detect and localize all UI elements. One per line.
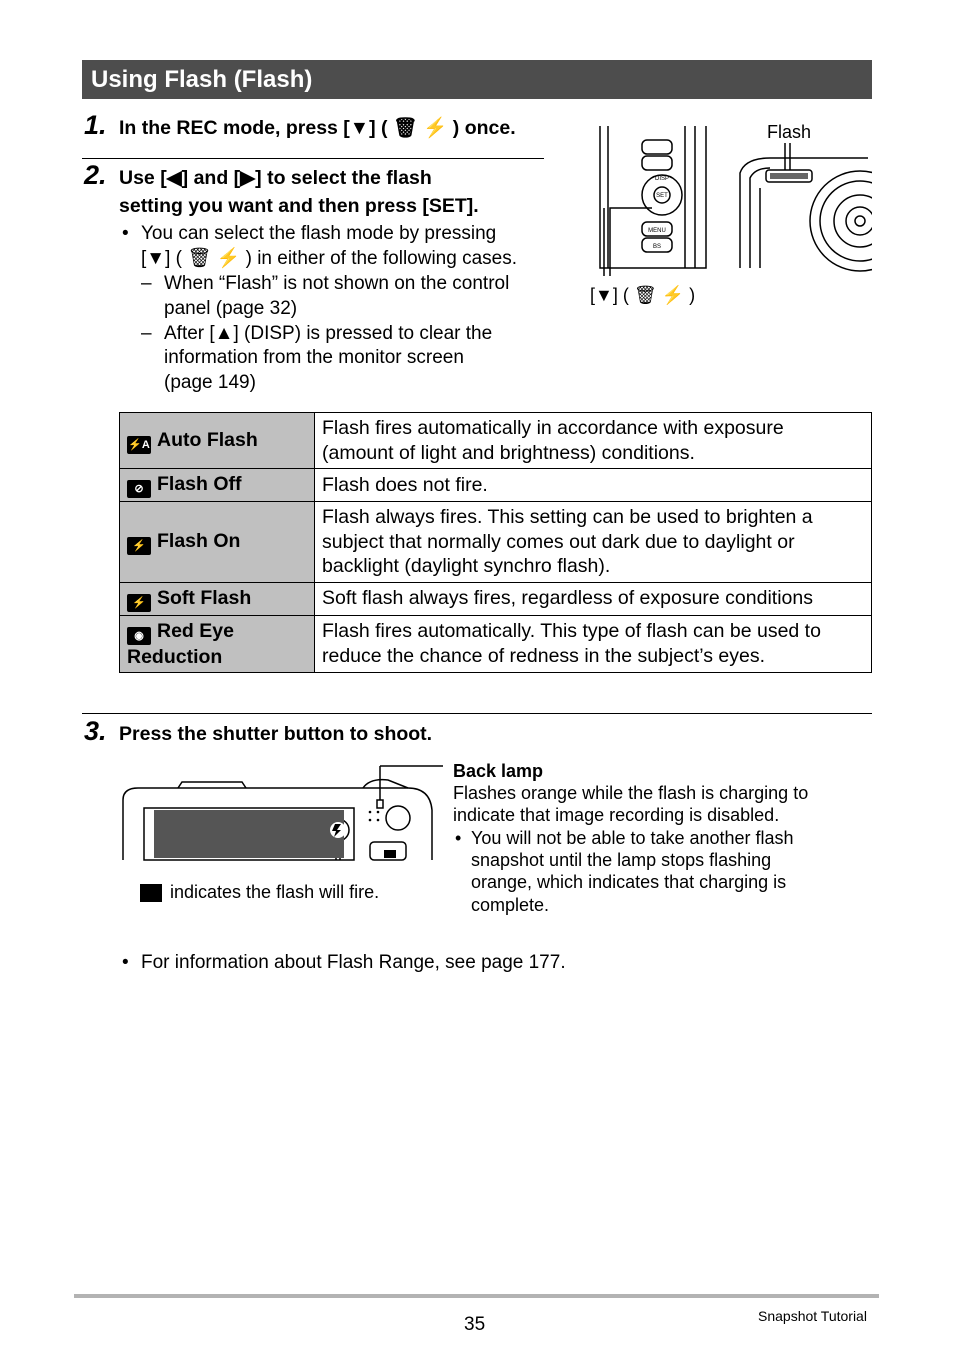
bullet-dot: • <box>122 952 129 973</box>
camera-back-illustration <box>118 760 448 865</box>
case-1-l2: panel (page 32) <box>164 298 298 319</box>
section-title: Using Flash (Flash) <box>82 60 872 99</box>
table-row <box>120 582 872 615</box>
step-divider <box>82 713 872 714</box>
back-lamp-l1: Flashes orange while the flash is charging to <box>453 783 809 803</box>
step-2-number: 2. <box>84 160 107 190</box>
indicator-text: indicates the flash will fire. <box>170 882 380 902</box>
case-2-l2: information from the monitor screen <box>164 347 464 368</box>
step-3-number: 3. <box>84 716 107 746</box>
mode-desc-l2: reduce the chance of redness in the subject’s eyes. <box>322 644 765 667</box>
set-key-label: SET <box>656 193 668 199</box>
mode-name: Flash Off <box>157 473 242 495</box>
step-2-bullet-l2: [▼] ( 🗑 ⚡ ) in either of the following cases. <box>141 248 518 269</box>
step-2-line1: Use [◀] and [▶] to select the flash <box>119 167 432 189</box>
case-1-l1: When “Flash” is not shown on the control <box>164 273 510 294</box>
down-button-label: [▼] ( 🗑 ⚡ ) <box>590 285 696 305</box>
red-eye-icon: ◉ <box>127 627 151 645</box>
mode-desc-l1: Flash fires automatically. This type of flash can be used to <box>322 620 821 643</box>
step-2-line2: setting you want and then press [SET]. <box>119 195 479 217</box>
bullet-dot: • <box>122 223 129 244</box>
mode-name: Soft Flash <box>157 586 252 609</box>
flash-range-note: For information about Flash Range, see page 177. <box>141 952 566 973</box>
table-row <box>120 413 872 469</box>
flash-mode-table <box>119 412 872 673</box>
step-1-number: 1. <box>84 110 107 140</box>
mode-name: Red Eye <box>157 619 234 642</box>
back-lamp-bullet-l3: orange, which indicates that charging is <box>471 872 787 892</box>
step-divider <box>82 158 544 159</box>
flash-on-indicator-icon <box>140 884 162 902</box>
bullet-dot: • <box>455 828 462 848</box>
back-lamp-l2: indicate that image recording is disabled. <box>453 805 780 825</box>
soft-flash-icon: ⚡ <box>127 594 151 612</box>
mode-desc-l2: (amount of light and brightness) conditions. <box>322 441 695 464</box>
table-row <box>120 469 872 502</box>
step-2-bullet-l1: You can select the flash mode by pressing <box>141 223 497 244</box>
page-number: 35 <box>464 1314 486 1335</box>
mode-desc-l1: Flash always fires. This setting can be used to brighten a <box>322 506 813 528</box>
back-lamp-bullet-l2: snapshot until the lamp stops flashing <box>471 850 772 870</box>
flash-on-icon: ⚡ <box>127 537 151 555</box>
step-3-text: Press the shutter button to shoot. <box>119 723 433 745</box>
case-2-l3: (page 149) <box>164 372 256 393</box>
mode-name: Flash On <box>157 529 241 552</box>
bs-key-label: BS <box>652 244 662 250</box>
back-lamp-bullet-l1: You will not be able to take another flash <box>471 828 794 848</box>
footer-rule <box>74 1294 879 1298</box>
step-1-text: In the REC mode, press [▼] ( 🗑 ⚡ ) once. <box>119 117 516 139</box>
table-row <box>120 615 872 673</box>
menu-key-label: MENU <box>648 228 666 234</box>
case-2-l1: After [▲] (DISP) is pressed to clear the <box>164 323 493 344</box>
back-lamp-bullet-l4: complete. <box>471 895 550 915</box>
mode-name-l2: Reduction <box>127 645 223 668</box>
mode-desc-l1: Flash does not fire. <box>322 473 488 496</box>
table-row <box>120 502 872 583</box>
flash-label: Flash <box>767 122 812 142</box>
mode-desc-l1: Soft flash always fires, regardless of exposure conditions <box>322 587 813 610</box>
mode-desc-l1: Flash fires automatically in accordance with exposure <box>322 417 784 439</box>
dash: – <box>141 273 152 294</box>
flash-off-icon: ⊘ <box>127 480 151 498</box>
footer-section-name: Snapshot Tutorial <box>758 1308 867 1324</box>
mode-desc-l2: subject that normally comes out dark due to daylight or <box>322 530 795 553</box>
auto-flash-icon: ⚡A <box>127 436 151 454</box>
dash: – <box>141 323 152 344</box>
disp-key-label: DISP <box>654 176 670 182</box>
back-lamp-title: Back lamp <box>453 761 544 781</box>
mode-desc-l3: backlight (daylight synchro flash). <box>322 555 611 577</box>
mode-name: Auto Flash <box>157 428 258 451</box>
